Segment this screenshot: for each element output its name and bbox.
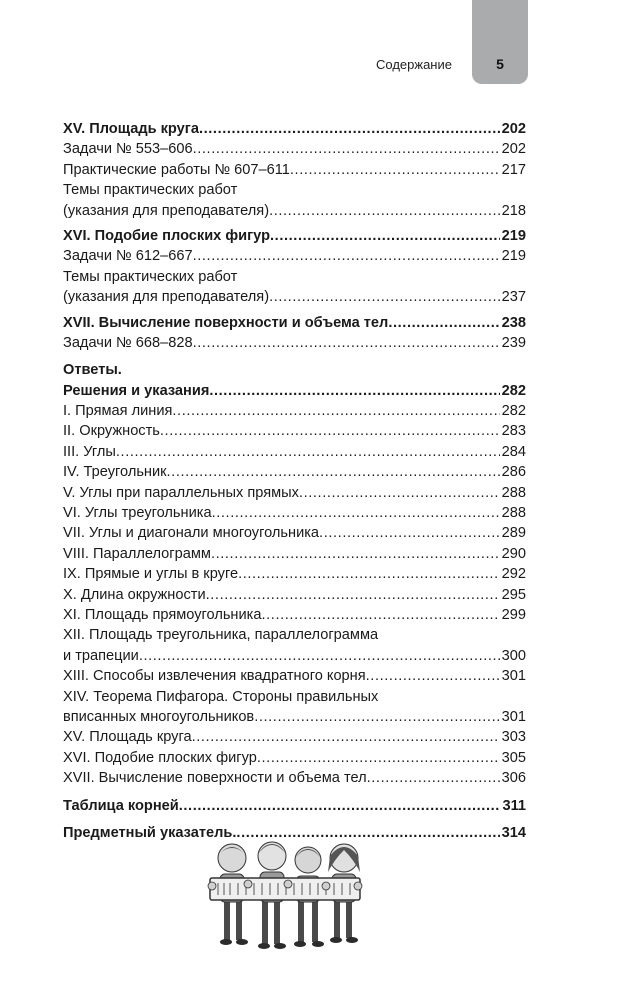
toc-entry[interactable] xyxy=(63,442,526,462)
toc-page: 292 xyxy=(501,566,526,583)
toc-entry[interactable] xyxy=(63,503,526,523)
toc-entry[interactable] xyxy=(63,160,526,180)
toc-leader xyxy=(193,139,500,159)
toc-leader xyxy=(254,707,499,727)
toc-title: XVI. Подобие плоских фигур xyxy=(63,227,271,244)
toc-page: 219 xyxy=(501,227,526,244)
toc-title: VIII. Параллелограмм xyxy=(63,545,211,562)
toc-entry[interactable] xyxy=(63,768,526,788)
toc-leader xyxy=(269,287,500,307)
toc-page: 283 xyxy=(501,423,526,440)
toc-leader xyxy=(299,483,500,503)
toc-entry[interactable] xyxy=(63,201,526,221)
toc-leader xyxy=(367,768,500,788)
toc-title: IX. Прямые и углы в круге xyxy=(63,566,239,583)
toc-entry[interactable] xyxy=(63,139,526,159)
toc-title: XVII. Вычисление поверхности и объема тел xyxy=(63,770,367,787)
toc-leader xyxy=(192,727,500,747)
toc-page: 314 xyxy=(501,824,526,841)
toc-title: Предметный указатель. xyxy=(63,824,237,841)
toc-title: V. Углы при параллельных прямых xyxy=(63,484,299,501)
toc-title: XVII. Вычисление поверхности и объема тел xyxy=(63,314,389,331)
toc-title: Задачи № 668–828 xyxy=(63,334,193,351)
toc-leader xyxy=(366,666,500,686)
toc-page: 219 xyxy=(501,248,526,265)
toc-title: II. Окружность xyxy=(63,423,160,440)
toc-leader xyxy=(211,544,500,564)
toc-page: 303 xyxy=(501,729,526,746)
toc-title: XII. Площадь треугольника, параллелограмма xyxy=(63,627,379,644)
toc-entry[interactable] xyxy=(63,646,526,666)
toc-page: 305 xyxy=(501,749,526,766)
toc-leader xyxy=(179,796,501,816)
toc-leader xyxy=(388,313,499,333)
toc-entry[interactable] xyxy=(63,462,526,482)
toc-leader xyxy=(116,442,500,462)
toc-title: X. Длина окружности xyxy=(63,586,206,603)
toc-entry[interactable] xyxy=(63,381,526,401)
toc-page: 301 xyxy=(501,708,526,725)
running-header-title: Содержание xyxy=(376,57,452,72)
toc-leader xyxy=(257,748,500,768)
children-holding-sign-illustration xyxy=(188,840,368,950)
toc-title: XIII. Способы извлечения квадратного корня xyxy=(63,668,366,685)
toc-entry[interactable] xyxy=(63,796,526,816)
toc-leader xyxy=(199,119,500,139)
table-of-contents xyxy=(63,119,526,843)
toc-title: XVI. Подобие плоских фигур xyxy=(63,749,257,766)
toc-page: 282 xyxy=(501,382,526,399)
toc-page: 295 xyxy=(501,586,526,603)
toc-title: III. Углы xyxy=(63,443,116,460)
toc-entry[interactable] xyxy=(63,748,526,768)
toc-title: и трапеции xyxy=(63,647,139,664)
toc-page: 239 xyxy=(501,334,526,351)
toc-entry[interactable] xyxy=(63,421,526,441)
toc-page: 311 xyxy=(502,797,526,814)
toc-title: (указания для преподавателя) xyxy=(63,289,270,306)
toc-entry[interactable] xyxy=(63,666,526,686)
toc-entry[interactable] xyxy=(63,226,526,246)
toc-leader xyxy=(270,226,500,246)
toc-title: XI. Площадь прямоугольника xyxy=(63,606,262,623)
toc-page: 299 xyxy=(501,606,526,623)
toc-entry[interactable] xyxy=(63,727,526,747)
toc-leader xyxy=(172,401,499,421)
toc-title: Таблица корней xyxy=(63,797,179,814)
toc-leader xyxy=(139,646,500,666)
toc-leader xyxy=(160,421,500,441)
toc-title: XIV. Теорема Пифагора. Стороны правильных xyxy=(63,688,379,705)
toc-title: вписанных многоугольников xyxy=(63,708,255,725)
toc-leader xyxy=(238,564,500,584)
toc-page: 288 xyxy=(501,484,526,501)
toc-title: VI. Углы треугольника xyxy=(63,505,212,522)
toc-title: IV. Треугольник xyxy=(63,464,167,481)
toc-page: 289 xyxy=(501,525,526,542)
toc-page: 218 xyxy=(501,202,526,219)
toc-title: XV. Площадь круга xyxy=(63,729,192,746)
page-number: 5 xyxy=(496,56,504,72)
toc-title: I. Прямая линия xyxy=(63,403,173,420)
toc-entry[interactable] xyxy=(63,605,526,625)
toc-leader xyxy=(206,585,500,605)
toc-page: 237 xyxy=(501,289,526,306)
toc-leader xyxy=(269,201,500,221)
toc-entry[interactable] xyxy=(63,246,526,266)
toc-title: Темы практических работ xyxy=(63,182,238,199)
toc-page: 217 xyxy=(501,161,526,178)
toc-entry[interactable] xyxy=(63,707,526,727)
toc-page: 202 xyxy=(501,121,526,137)
toc-title: Ответы. xyxy=(63,362,122,379)
toc-entry-line xyxy=(63,267,526,287)
toc-entry[interactable] xyxy=(63,313,526,333)
toc-leader xyxy=(319,523,500,543)
toc-entry[interactable] xyxy=(63,585,526,605)
page-number-tab xyxy=(472,0,528,84)
toc-page: 282 xyxy=(501,403,526,420)
toc-entry-line xyxy=(63,625,526,645)
toc-leader xyxy=(167,462,500,482)
toc-title: (указания для преподавателя) xyxy=(63,202,270,219)
toc-entry[interactable] xyxy=(63,287,526,307)
toc-leader xyxy=(209,381,499,401)
toc-entry[interactable] xyxy=(63,564,526,584)
toc-entry-line xyxy=(63,360,526,380)
toc-title: Темы практических работ xyxy=(63,268,238,285)
toc-page: 238 xyxy=(501,314,526,331)
toc-title: Задачи № 553–606 xyxy=(63,141,193,158)
toc-page: 284 xyxy=(501,443,526,460)
toc-title: Задачи № 612–667 xyxy=(63,248,193,265)
toc-page: 286 xyxy=(501,464,526,481)
toc-entry-line xyxy=(63,687,526,707)
toc-title: XV. Площадь круга xyxy=(63,121,199,137)
toc-entry[interactable] xyxy=(63,544,526,564)
toc-entry-line xyxy=(63,180,526,200)
toc-leader xyxy=(193,246,500,266)
toc-entry[interactable] xyxy=(63,401,526,421)
toc-title: VII. Углы и диагонали многоугольника xyxy=(63,525,320,542)
toc-entry[interactable] xyxy=(63,333,526,353)
toc-page: 202 xyxy=(501,141,526,158)
toc-title: Практические работы № 607–611 xyxy=(63,161,290,178)
toc-leader xyxy=(212,503,500,523)
toc-page: 301 xyxy=(501,668,526,685)
toc-leader xyxy=(290,160,500,180)
toc-page: 288 xyxy=(501,505,526,522)
toc-page: 300 xyxy=(501,647,526,664)
toc-entry[interactable] xyxy=(63,483,526,503)
toc-entry[interactable] xyxy=(63,119,526,139)
toc-title: Решения и указания xyxy=(63,382,210,399)
toc-entry[interactable] xyxy=(63,523,526,543)
toc-page: 290 xyxy=(501,545,526,562)
toc-leader xyxy=(261,605,499,625)
toc-leader xyxy=(193,333,500,353)
toc-page: 306 xyxy=(501,770,526,787)
